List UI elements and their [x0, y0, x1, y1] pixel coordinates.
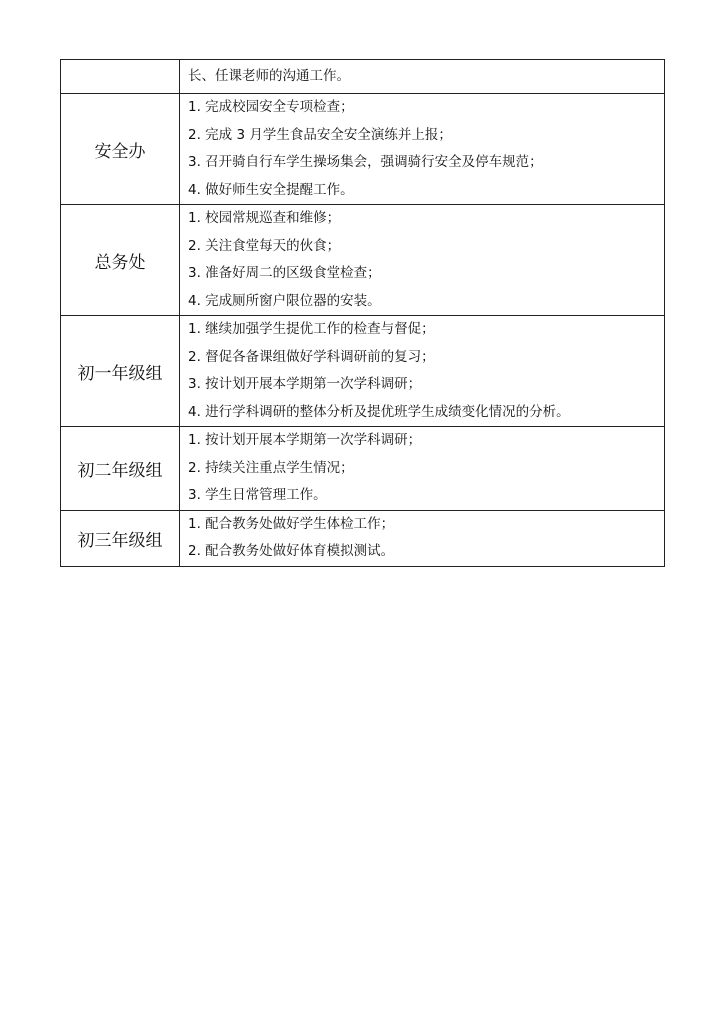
table-row: [61, 94, 665, 205]
task-line: 2. 持续关注重点学生情况；: [188, 459, 354, 476]
tasks-cell: [180, 94, 665, 205]
table-row: [61, 316, 665, 427]
task-line: 3. 学生日常管理工作。: [188, 487, 327, 503]
table-row: [61, 60, 665, 94]
department-cell: 初一年级组: [61, 316, 180, 427]
department-cell: 初二年级组: [61, 427, 180, 511]
task-line: 2. 完成 3 月学生食品安全安全演练并上报；: [188, 126, 452, 143]
task-line: 1. 配合教务处做好学生体检工作；: [188, 515, 395, 532]
task-line: 1. 校园常规巡查和维修；: [188, 210, 341, 226]
tasks-cell: [180, 316, 665, 427]
tasks-cell: [180, 60, 665, 94]
task-line: 1. 继续加强学生提优工作的检查与督促；: [188, 321, 435, 337]
table-row: [61, 427, 665, 511]
table-row: [61, 510, 665, 566]
task-line: 4. 完成厕所窗户限位器的安装。: [188, 292, 381, 309]
task-line: 4. 做好师生安全提醒工作。: [188, 181, 354, 198]
department-cell: 总务处: [61, 205, 180, 316]
task-line: 1. 完成校园安全专项检查；: [188, 99, 354, 115]
task-line: 2. 关注食堂每天的伙食；: [188, 237, 341, 254]
table-row: [61, 205, 665, 316]
department-cell: 安全办: [61, 94, 180, 205]
task-line: 3. 准备好周二的区级食堂检查；: [188, 265, 381, 281]
task-line: 3. 召开骑自行车学生操场集会，强调骑行安全及停车规范；: [188, 154, 543, 170]
task-line: 2. 配合教务处做好体育模拟测试。: [188, 543, 395, 559]
tasks-cell: [180, 510, 665, 566]
task-line: 1. 按计划开展本学期第一次学科调研；: [188, 432, 422, 448]
task-line: 2. 督促各备课组做好学科调研前的复习；: [188, 348, 435, 365]
tasks-cell: [180, 427, 665, 511]
tasks-cell: [180, 205, 665, 316]
task-line: 长、任课老师的沟通工作。: [188, 68, 350, 84]
task-line: 3. 按计划开展本学期第一次学科调研；: [188, 376, 422, 392]
task-line: 4. 进行学科调研的整体分析及提优班学生成绩变化情况的分析。: [188, 403, 570, 420]
department-cell: 初三年级组: [61, 510, 180, 566]
department-cell: [61, 60, 180, 94]
weekly-work-table: [60, 59, 665, 567]
